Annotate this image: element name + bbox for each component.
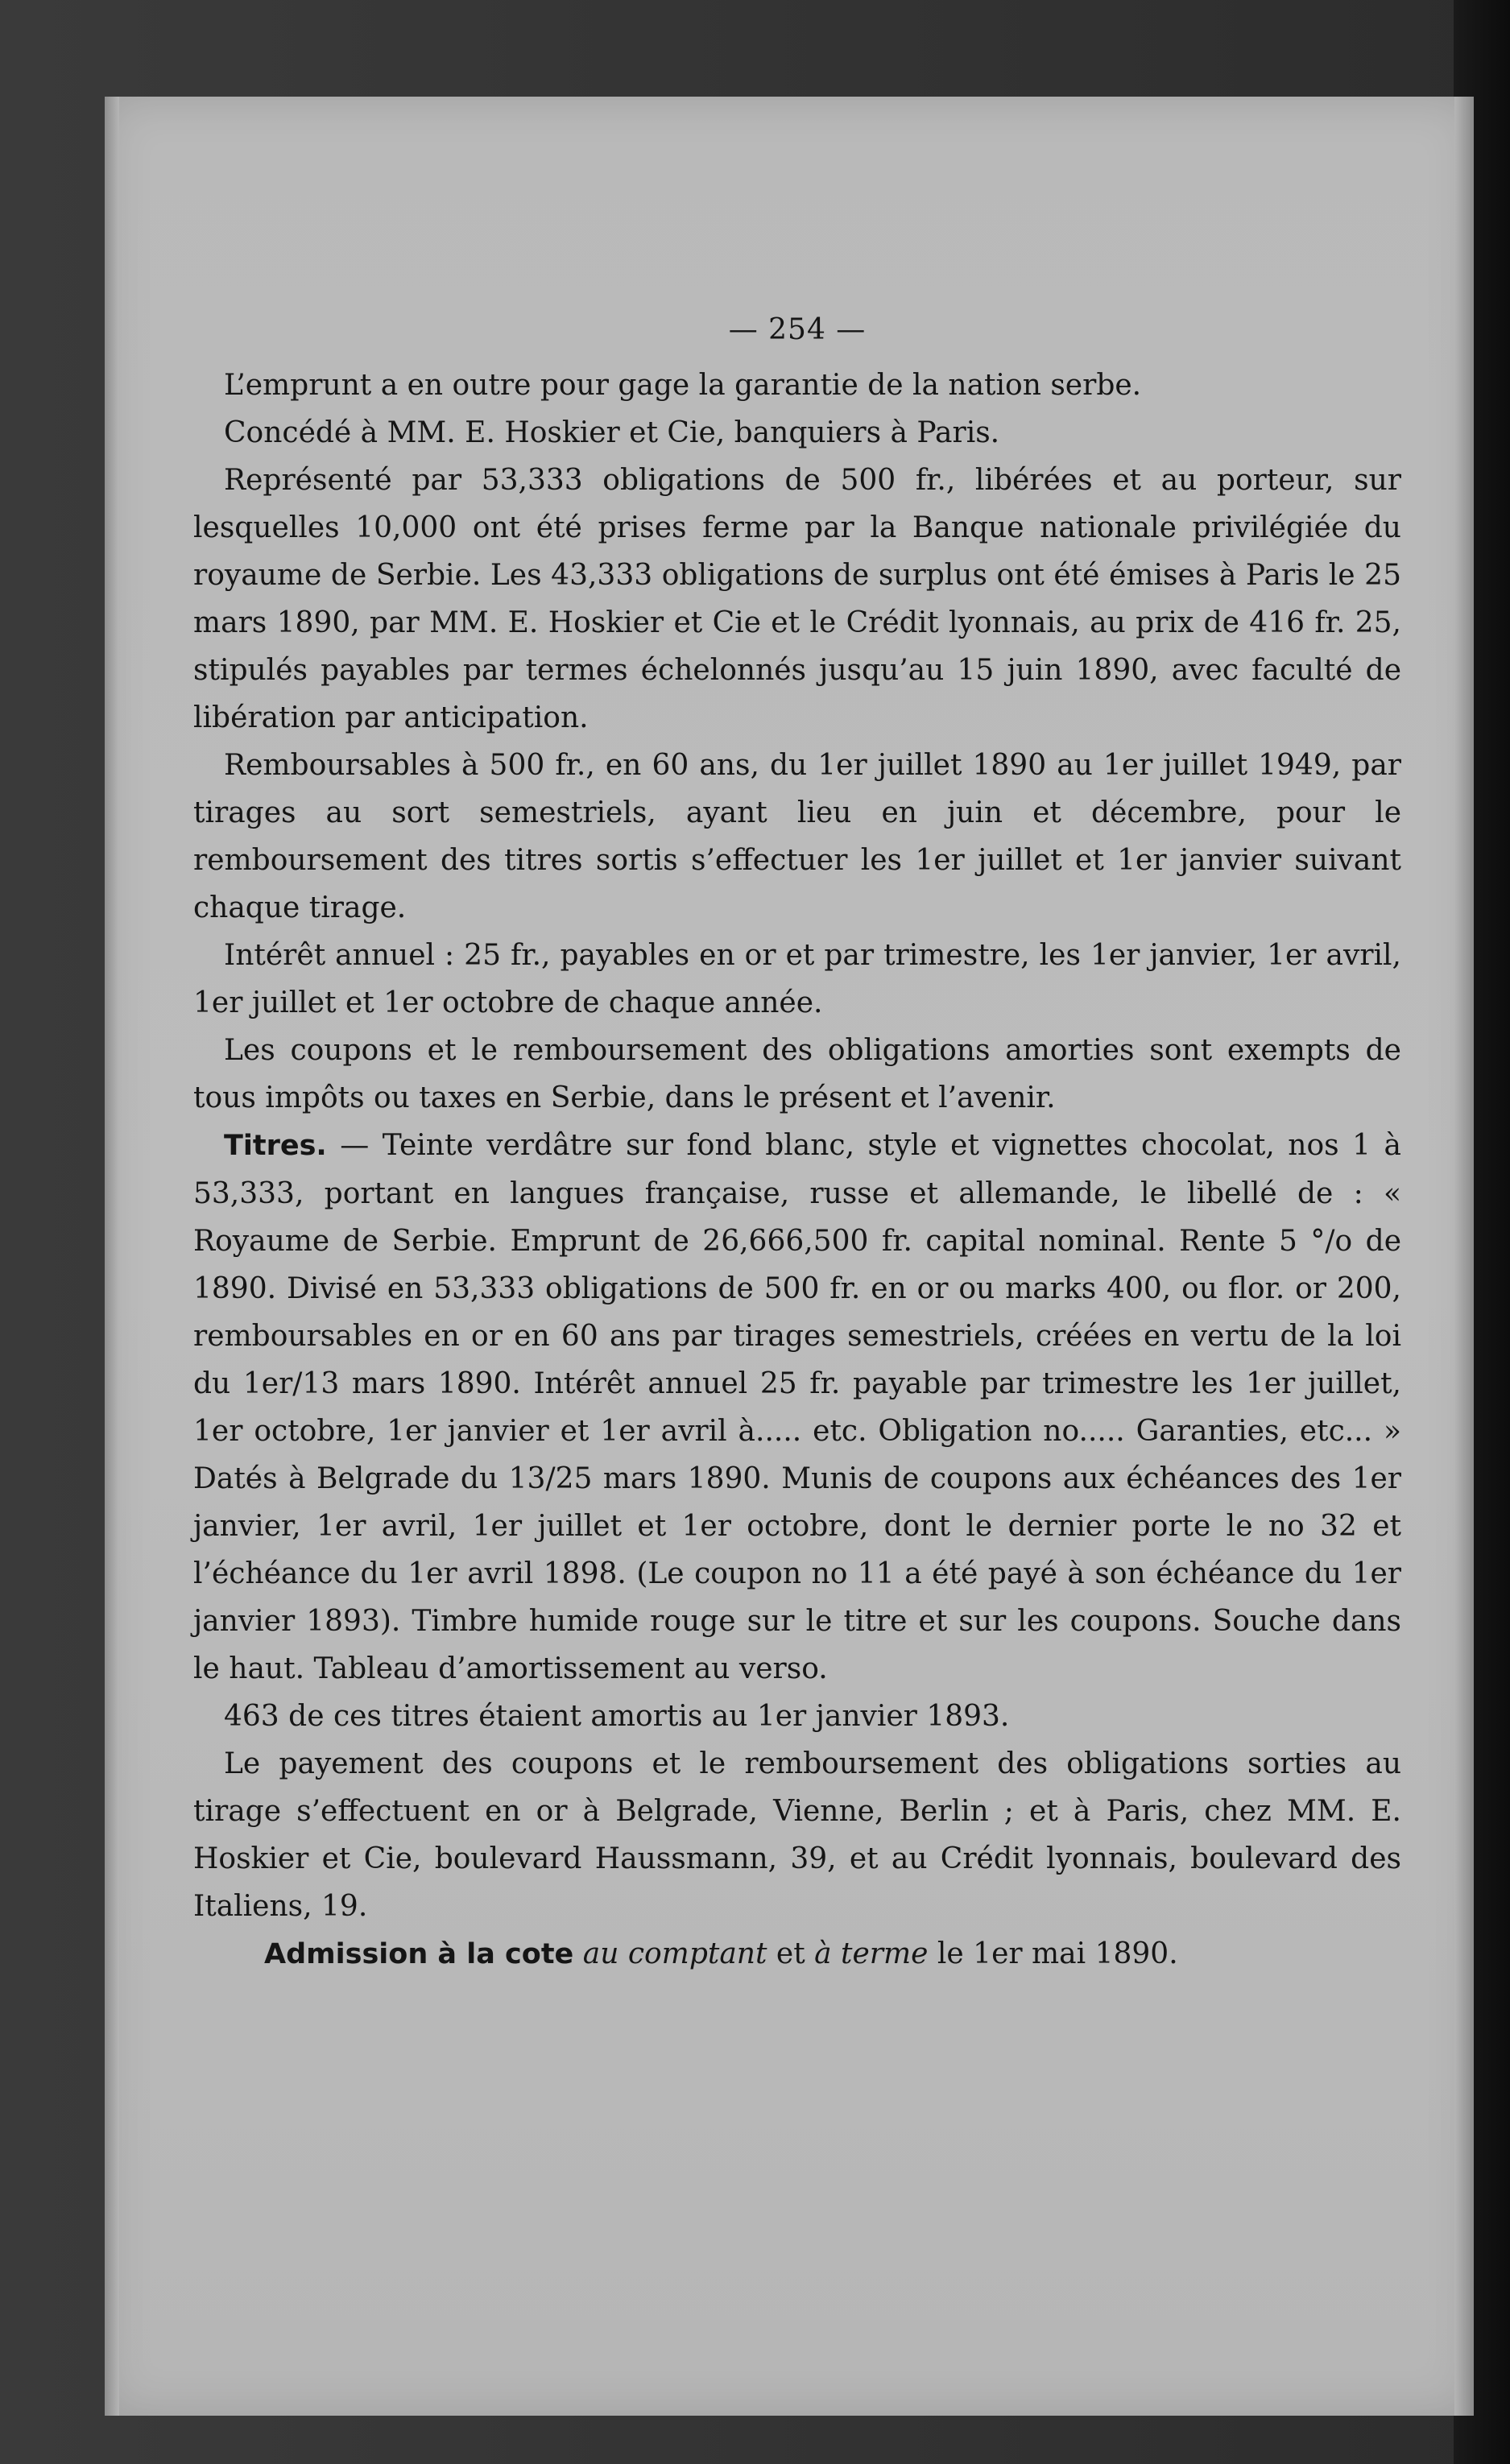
admission-space <box>573 1937 582 1970</box>
admission-comptant: au comptant <box>582 1937 767 1970</box>
admission-terme: à terme <box>814 1937 929 1970</box>
paragraph-payement: Le payement des coupons et le remboursement des obligations sorties au tirage s’effectuent en or à Belgrade, Vienne, Berlin ; et à Paris, chez MM. E. Hoskier et Cie, boulevard Haussmann, 39, et au Crédit lyonnais, boulevard des Italiens, 19. <box>193 1747 1401 1923</box>
paragraph-amortis: 463 de ces titres étaient amortis au 1er janvier 1893. <box>224 1700 1010 1733</box>
paragraph-concede: Concédé à MM. E. Hoskier et Cie, banquiers à Paris. <box>224 416 1000 449</box>
paragraph-remboursables: Remboursables à 500 fr., en 60 ans, du 1er juillet 1890 au 1er juillet 1949, par tirages au sort semestriels, ayant lieu en juin et décembre, pour le remboursement des titres sortis s’effectuer les 1er juillet et 1er janvier suivant chaque tirage. <box>193 749 1401 924</box>
page-content <box>193 306 1401 1978</box>
titres-label: Titres. <box>224 1130 327 1162</box>
titres-text: — Teinte verdâtre sur fond blanc, style et vignettes chocolat, nos 1 à 53,333, portant en langues française, russe et allemande, le libellé de : « Royaume de Serbie. Emprunt de 26,666,500 fr. capital nominal. Rente 5 °/o de 1890. Divisé en 53,333 obligations de 500 fr. en or ou marks 400, ou flor. or 200, remboursables en or en 60 ans par tirages semestriels, créées en vertu de la loi du 1er/13 mars 1890. Intérêt annuel 25 fr. payable par trimestre les 1er juillet, 1er octobre, 1er janvier et 1er avril à..... etc. Obligation no..... Garanties, etc... » Datés à Belgrade du 13/25 mars 1890. Munis de coupons aux échéances des 1er janvier, 1er avril, 1er juillet et 1er octobre, dont le dernier porte le no 32 et l’échéance du 1er avril 1898. (Le coupon no 11 a été payé à son échéance du 1er janvier 1893). Timbre humide rouge sur le titre et sur les coupons. Souche dans le haut. Tableau d’amortissement au verso. <box>193 1129 1401 1685</box>
admission-et: et <box>767 1937 815 1970</box>
paragraph-coupons-exempts: Les coupons et le remboursement des obligations amorties sont exempts de tous impôts ou taxes en Serbie, dans le présent et l’avenir. <box>193 1034 1401 1114</box>
paragraph-titres <box>193 1122 1401 1693</box>
paragraph-interet: Intérêt annuel : 25 fr., payables en or et par trimestre, les 1er janvier, 1er avril, 1er juillet et 1er octobre de chaque année. <box>193 939 1401 1019</box>
paragraph-represente: Représenté par 53,333 obligations de 500 fr., libérées et au porteur, sur lesquelles 10,000 ont été prises ferme par la Banque nationale privilégiée du royaume de Serbie. Les 43,333 obligations de surplus ont été émises à Paris le 25 mars 1890, par MM. E. Hoskier et Cie et le Crédit lyonnais, au prix de 416 fr. 25, stipulés payables par termes échelonnés jusqu’au 15 juin 1890, avec faculté de libération par anticipation. <box>193 464 1401 734</box>
admission-date: le 1er mai 1890. <box>928 1937 1178 1970</box>
page-number: — 254 — <box>728 313 867 346</box>
admission-label: Admission à la cote <box>264 1938 574 1970</box>
paragraph-gage: L’emprunt a en outre pour gage la garantie de la nation serbe. <box>224 369 1142 402</box>
paragraph-admission <box>193 1930 1401 1978</box>
